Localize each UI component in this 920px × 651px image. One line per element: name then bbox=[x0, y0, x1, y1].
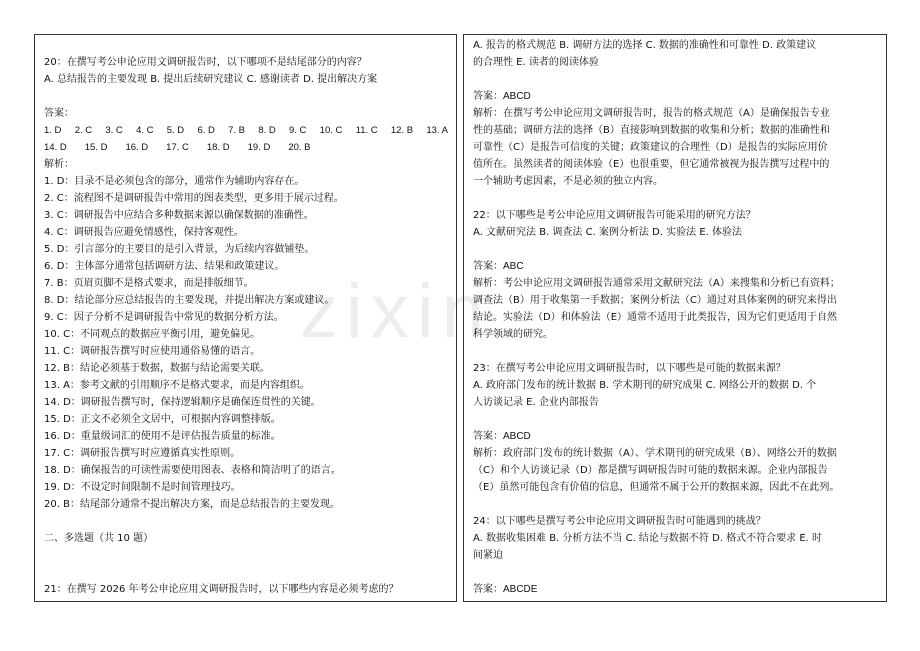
question-21-explanation-1: 解析：在撰写考公申论应用文调研报告时，报告的格式规范（A）是确保报告专业 bbox=[473, 108, 830, 119]
answer-key-item: 6. D bbox=[197, 125, 215, 136]
question-21-explanation-5: 一个辅助考虑因素，不是必须的独立内容。 bbox=[473, 176, 663, 187]
explanation-item: 8. D：结论部分应总结报告的主要发现，并提出解决方案或建议。 bbox=[44, 295, 335, 306]
explanation-item: 20. B：结尾部分通常不提出解决方案，而是总结报告的主要发现。 bbox=[44, 499, 340, 510]
explanation-item: 11. C：调研报告撰写时应使用通俗易懂的语言。 bbox=[44, 346, 261, 357]
answer-key-item: 3. C bbox=[105, 125, 123, 136]
question-22-answer: 答案：ABC bbox=[473, 261, 524, 272]
answer-key-item: 8. D bbox=[258, 125, 276, 136]
explanation-item: 9. C：因子分析不是调研报告中常见的数据分析方法。 bbox=[44, 312, 284, 323]
answer-key-item: 11. C bbox=[355, 125, 378, 136]
question-21: 21：在撰写 2026 年考公申论应用文调研报告时，以下哪些内容是必须考虑的？ bbox=[44, 584, 399, 595]
answer-key-item: 20. B bbox=[288, 142, 311, 153]
answer-key-item: 15. D bbox=[84, 142, 108, 153]
explanation-item: 19. D：不设定时间限制不是时间管理技巧。 bbox=[44, 482, 241, 493]
answer-key-item: 4. C bbox=[136, 125, 154, 136]
question-23-options-1: A. 政府部门发布的统计数据 B. 学术期刊的研究成果 C. 网络公开的数据 D. 个 bbox=[473, 380, 817, 391]
answer-key-item: 14. D bbox=[44, 142, 67, 153]
question-24-options-2: 间紧迫 bbox=[473, 550, 503, 561]
right-column bbox=[463, 34, 887, 602]
answer-label: 答案： bbox=[44, 108, 74, 119]
question-20: 20：在撰写考公申论应用文调研报告时，以下哪项不是结尾部分的内容？ bbox=[44, 57, 367, 68]
question-22-explanation-2: 调查法（B）用于收集第一手数据；案例分析法（C）通过对具体案例的研究来得出 bbox=[473, 295, 837, 306]
explanation-item: 12. B：结论必须基于数据，数据与结论需要关联。 bbox=[44, 363, 270, 374]
watermark: zixin bbox=[300, 269, 493, 354]
question-21-explanation-3: 可靠性（C）是报告可信度的关键；政策建议的合理性（D）是报告的实际应用价 bbox=[473, 142, 828, 153]
answer-key-item: 19. D bbox=[247, 142, 271, 153]
question-20-options: A. 总结报告的主要发现 B. 提出后续研究建议 C. 感谢读者 D. 提出解决方案 bbox=[44, 74, 378, 85]
section-title: 二、多选题（共 10 题） bbox=[44, 533, 154, 544]
question-21-answer: 答案：ABCD bbox=[473, 91, 531, 102]
answer-key-item: 10. C bbox=[319, 125, 343, 136]
question-21-explanation-4: 值所在。虽然读者的阅读体验（E）也很重要，但它通常被视为报告撰写过程中的 bbox=[473, 159, 830, 170]
question-22-options: A. 文献研究法 B. 调查法 C. 案例分析法 D. 实验法 E. 体验法 bbox=[473, 227, 743, 238]
answer-key-item: 18. D bbox=[206, 142, 230, 153]
question-23-explanation-3: （E）虽然可能包含有价值的信息，但通常不属于公开的数据来源，因此不在此列。 bbox=[473, 482, 840, 493]
answer-key-item: 17. C bbox=[166, 142, 189, 153]
answer-key-item: 16. D bbox=[125, 142, 149, 153]
answer-key-item: 5. D bbox=[166, 125, 185, 136]
explanation-item: 4. C：调研报告应避免情感性，保持客观性。 bbox=[44, 227, 244, 238]
explanation-item: 18. D：确保报告的可读性需要使用图表、表格和简洁明了的语言。 bbox=[44, 465, 341, 476]
explanation-item: 6. D：主体部分通常包括调研方法、结果和政策建议。 bbox=[44, 261, 285, 272]
explanation-item: 2. C：流程图不是调研报告中常用的图表类型，更多用于展示过程。 bbox=[44, 193, 344, 204]
explanation-item: 5. D：引言部分的主要目的是引入背景，为后续内容做铺垫。 bbox=[44, 244, 315, 255]
answer-key-item: 13. A bbox=[426, 125, 448, 136]
explanation-item: 17. C：调研报告撰写时应遵循真实性原则。 bbox=[44, 448, 241, 459]
question-22: 22：以下哪些是考公申论应用文调研报告可能采用的研究方法？ bbox=[473, 210, 756, 221]
question-23-explanation-1: 解析：政府部门发布的统计数据（A）、学术期刊的研究成果（B）、网络公开的数据 bbox=[473, 448, 837, 459]
question-24: 24：以下哪些是撰写考公申论应用文调研报告时可能遇到的挑战？ bbox=[473, 516, 766, 527]
explanation-label: 解析： bbox=[44, 159, 74, 170]
answer-key-row-2 bbox=[44, 139, 448, 156]
explanation-item: 7. B：页眉页脚不是格式要求，而是排版细节。 bbox=[44, 278, 254, 289]
answer-key-item: 1. D bbox=[44, 125, 62, 136]
question-23-answer: 答案：ABCD bbox=[473, 431, 531, 442]
question-21-options-2: 的合理性 E. 读者的阅读体验 bbox=[473, 57, 599, 68]
question-24-options-1: A. 数据收集困难 B. 分析方法不当 C. 结论与数据不符 D. 格式不符合要求 E. 时 bbox=[473, 533, 823, 544]
question-22-explanation-1: 解析：考公申论应用文调研报告通常采用文献研究法（A）来搜集和分析已有资料； bbox=[473, 278, 840, 289]
question-23-explanation-2: （C）和个人访谈记录（D）都是撰写调研报告时可能的数据来源。企业内部报告 bbox=[473, 465, 828, 476]
answer-key-item: 7. B bbox=[228, 125, 246, 136]
explanation-item: 13. A：参考文献的引用顺序不是格式要求，而是内容组织。 bbox=[44, 380, 310, 391]
explanation-list bbox=[44, 173, 448, 513]
answer-key-item: 9. C bbox=[288, 125, 307, 136]
explanation-item: 16. D：重量级词汇的使用不是评估报告质量的标准。 bbox=[44, 431, 281, 442]
question-24-answer: 答案：ABCDE bbox=[473, 584, 538, 595]
explanation-item: 14. D：调研报告撰写时，保持逻辑顺序是确保连贯性的关键。 bbox=[44, 397, 321, 408]
explanation-item: 3. C：调研报告中应结合多种数据来源以确保数据的准确性。 bbox=[44, 210, 314, 221]
question-22-explanation-3: 结论。实验法（D）和体验法（E）通常不适用于此类报告，因为它们更适用于自然 bbox=[473, 312, 838, 323]
question-23-options-2: 人访谈记录 E. 企业内部报告 bbox=[473, 397, 599, 408]
answer-key-row-1 bbox=[44, 122, 448, 139]
explanation-item: 15. D：正文不必须全文居中，可根据内容调整排版。 bbox=[44, 414, 281, 425]
question-23: 23：在撰写考公申论应用文调研报告时，以下哪些是可能的数据来源？ bbox=[473, 363, 786, 374]
explanation-item: 10. C：不同观点的数据应平衡引用，避免偏见。 bbox=[44, 329, 261, 340]
question-21-options-1: A. 报告的格式规范 B. 调研方法的选择 C. 数据的准确性和可靠性 D. 政策建议 bbox=[473, 40, 817, 51]
left-column bbox=[34, 34, 457, 602]
explanation-item: 1. D：目录不是必须包含的部分，通常作为辅助内容存在。 bbox=[44, 176, 305, 187]
answer-key-item: 12. B bbox=[390, 125, 414, 136]
answer-key-item: 2. C bbox=[74, 125, 93, 136]
question-22-explanation-4: 科学领域的研究。 bbox=[473, 329, 553, 340]
question-21-explanation-2: 性的基础；调研方法的选择（B）直接影响到数据的收集和分析；数据的准确性和 bbox=[473, 125, 830, 136]
